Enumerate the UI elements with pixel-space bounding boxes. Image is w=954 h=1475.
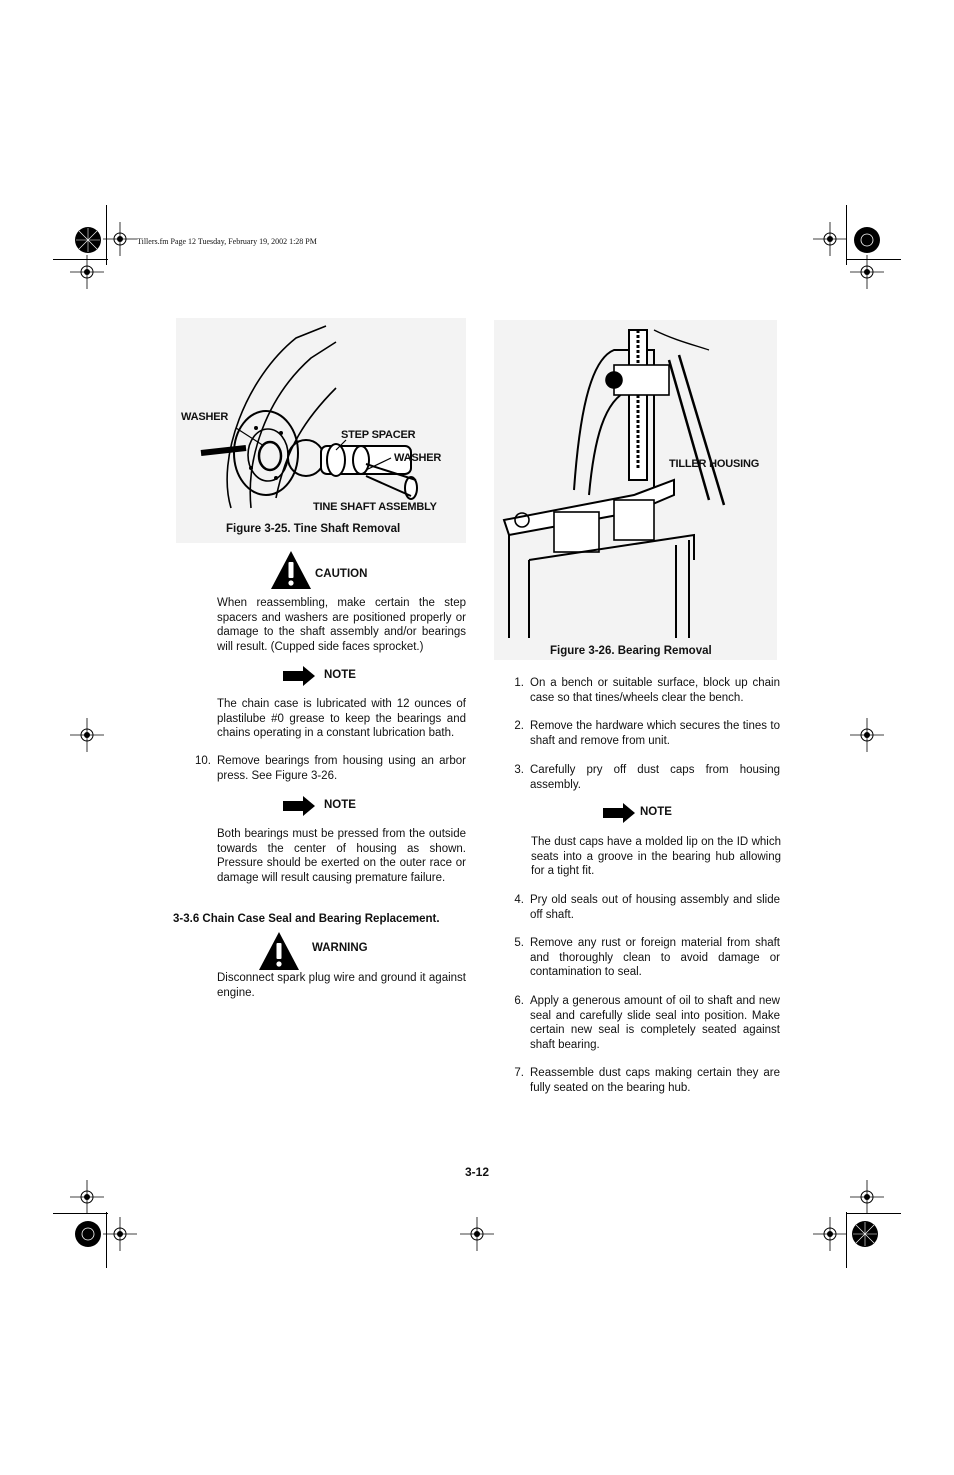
figure-caption: Figure 3-26. Bearing Removal	[550, 645, 712, 657]
page-number: 3-12	[465, 1165, 490, 1179]
note-arrow-icon	[603, 803, 635, 823]
figure-3-26	[494, 320, 777, 660]
note-arrow-icon	[283, 666, 315, 686]
step-number: 4.	[514, 894, 524, 906]
caution-label: CAUTION	[315, 568, 368, 580]
registration-mark-icon	[850, 1180, 884, 1214]
step-text: Pry old seals out of housing assembly and slide off shaft.	[530, 894, 780, 921]
registration-mark-icon	[850, 255, 884, 289]
step-text: Reassemble dust caps making certain they are fully seated on the bearing hub.	[530, 1067, 780, 1094]
list-item	[508, 676, 781, 706]
registration-mark-icon	[103, 222, 137, 256]
step-number: 7.	[514, 1067, 524, 1079]
registration-mark-icon	[103, 1217, 137, 1251]
step-number: 3.	[514, 764, 524, 776]
step-text: Remove the hardware which secures the tines to shaft and remove from unit.	[530, 720, 780, 747]
registration-mark-icon	[70, 1180, 104, 1214]
file-header: Tillers.fm Page 12 Tuesday, February 19, 2002 1:28 PM	[137, 237, 317, 246]
caution-warning-icon	[270, 550, 312, 590]
step-number: 2.	[514, 720, 524, 732]
figure-3-25	[176, 318, 466, 543]
step-text: On a bench or suitable surface, block up chain case so that tines/wheels clear the bench.	[530, 677, 780, 704]
arbor-press-illustration	[494, 320, 777, 640]
list-item	[508, 936, 781, 981]
section-heading: 3-3.6 Chain Case Seal and Bearing Replacement.	[173, 913, 440, 925]
note-text: Both bearings must be pressed from the outside towards the center of housing as shown. Pressure should be exerted on the outer race or damage will result causing premature failure.	[217, 828, 466, 884]
note-arrow-icon	[283, 796, 315, 816]
target-mark-icon	[853, 226, 881, 254]
list-item	[508, 1066, 781, 1096]
label-washer: WASHER	[394, 452, 442, 464]
label-tine-shaft-assembly: TINE SHAFT ASSEMBLY	[313, 501, 437, 513]
step-text: Remove bearings from housing using an arbor press. See Figure 3-26.	[217, 755, 466, 782]
target-mark-icon	[74, 1220, 102, 1248]
starburst-mark-icon	[851, 1220, 879, 1248]
figure-caption: Figure 3-25. Tine Shaft Removal	[226, 523, 401, 535]
registration-mark-icon	[813, 1217, 847, 1251]
step-text: Carefully pry off dust caps from housing assembly.	[530, 764, 780, 791]
note-label: NOTE	[324, 799, 356, 811]
step-number: 1.	[514, 677, 524, 689]
list-item	[195, 754, 466, 784]
note-label: NOTE	[324, 669, 356, 681]
step-number: 10.	[195, 755, 211, 767]
label-tiller-housing: TILLER HOUSING	[669, 458, 760, 470]
registration-mark-icon	[460, 1217, 494, 1251]
step-text: Apply a generous amount of oil to shaft and new seal and carefully slide seal into position. Make certain new seal is completely seated against shaft bearing.	[530, 995, 780, 1051]
step-number: 6.	[514, 995, 524, 1007]
label-washer: WASHER	[181, 411, 229, 423]
list-item	[508, 994, 781, 1054]
warning-icon	[258, 931, 300, 971]
caution-text: When reassembling, make certain the step spacers and washers are positioned properly or damage to the shaft assembly and/or bearings will result. (Cupped side faces sprocket.)	[217, 597, 466, 653]
note-text: The dust caps have a molded lip on the ID which seats into a groove in the bearing hub allowing for a tight fit.	[531, 836, 781, 877]
registration-mark-icon	[813, 222, 847, 256]
step-text: Remove any rust or foreign material from shaft and thoroughly clean to avoid damage or contamination to seal.	[530, 937, 780, 978]
warning-text: Disconnect spark plug wire and ground it against engine.	[217, 972, 466, 999]
list-item	[508, 763, 781, 793]
note-text: The chain case is lubricated with 12 ounces of plastilube #0 grease to keep the bearings and chains operating in a constant lubrication bath.	[217, 698, 466, 739]
list-item	[508, 719, 781, 749]
list-item	[508, 893, 781, 923]
note-label: NOTE	[640, 806, 672, 818]
step-number: 5.	[514, 937, 524, 949]
label-step-spacer: STEP SPACER	[341, 429, 416, 441]
registration-mark-icon	[70, 255, 104, 289]
warning-label: WARNING	[312, 942, 368, 954]
registration-mark-icon	[850, 718, 884, 752]
registration-mark-icon	[70, 718, 104, 752]
starburst-mark-icon	[74, 226, 102, 254]
